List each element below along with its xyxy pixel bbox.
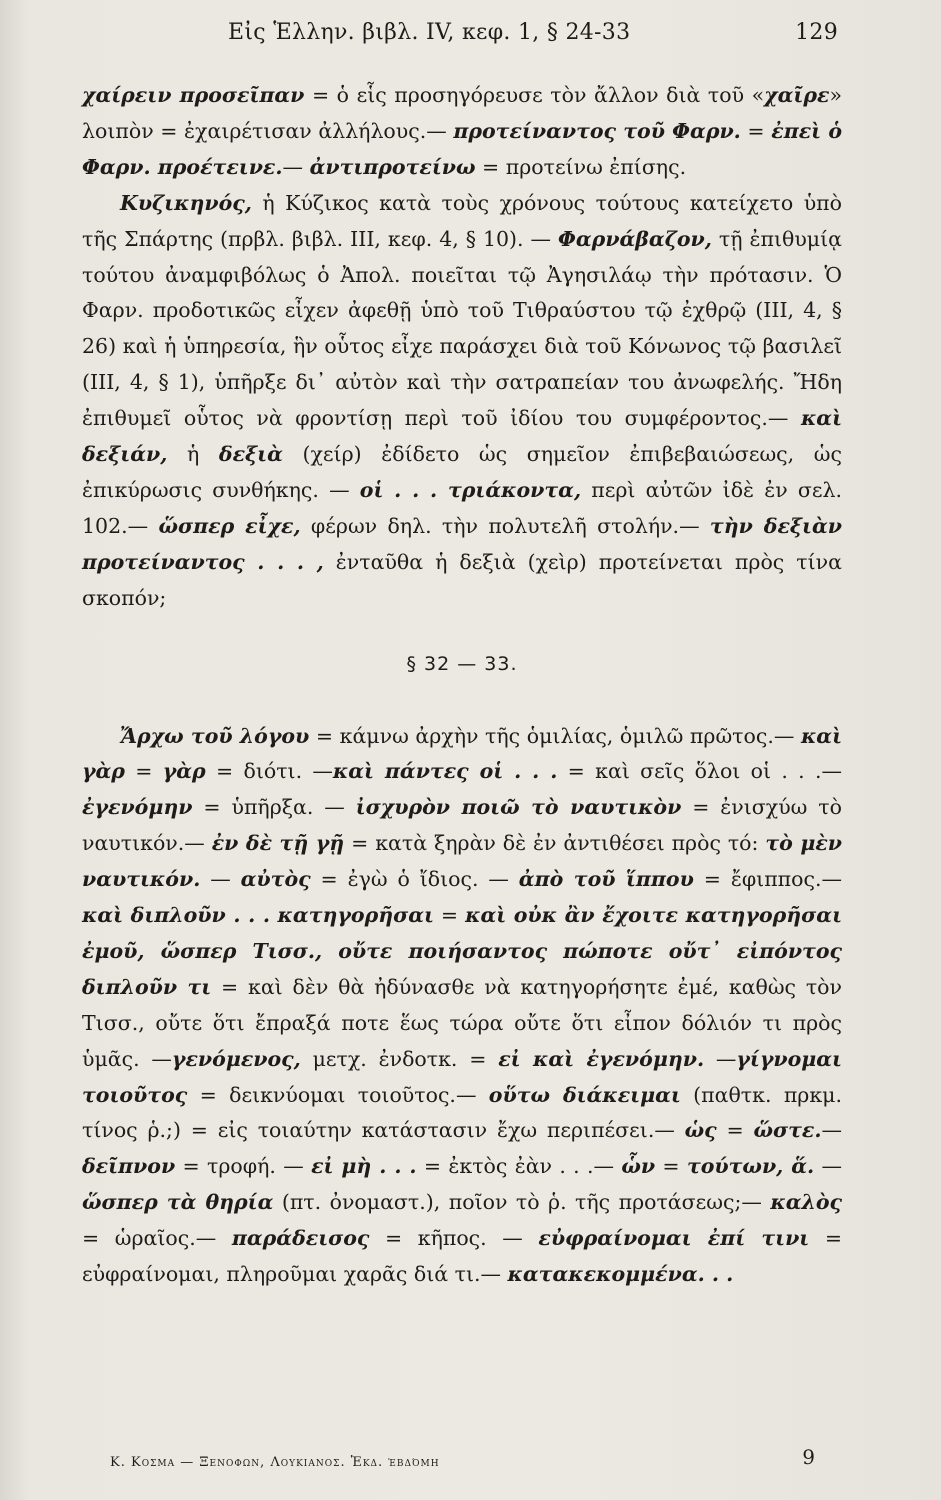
gloss: (παθτκ. πρκμ. τίνος ῥ.;) = εἰς τοιαύτην κατάστασιν ἔχω περιπέσει.— [82,1082,842,1143]
lemma: ὥστε. [753,1118,822,1143]
lemma: ὥσπερ τὰ θηρία [82,1190,274,1215]
gloss: = καὶ σεῖς ὅλοι οἱ . . .— [557,759,842,784]
lemma: ἀπὸ τοῦ ἵππου [518,867,694,892]
lemma: γίγνομαι τοιοῦτος [82,1046,842,1107]
gloss: = ὁ εἷς προσηγόρευσε τὸν ἄλλον διὰ τοῦ « [304,83,765,107]
gloss: (χείρ) ἐδίδετο ὡς σημεῖον ἐπιβεβαιώσεως, ὡς ἐπικύρωσις συνθήκης. — [82,442,842,502]
gloss: = [655,1154,687,1179]
gloss: = δεικνύομαι τοιοῦτος.— [187,1082,489,1107]
gloss: = ἐνισχύω τὸ ναυτικόν.— [82,795,842,856]
lemma: δεῖπνον [82,1154,176,1179]
gloss: ἡ [167,442,219,467]
gloss: = ὑπῆρξα. — [192,795,356,820]
lemma: Ἄρχω τοῦ λόγου [120,723,310,748]
lemma: εἰ μὴ . . . [311,1154,417,1179]
gloss: — [282,154,310,179]
lemma: ὧν [621,1154,656,1179]
running-title: Εἰς Ἑλλην. βιβλ. IV, κεφ. 1, § 24-33 [228,20,631,45]
signature-number: 9 [802,1445,816,1469]
gloss: — [814,1154,842,1179]
lemma: ὥσπερ εἶχε, [158,513,301,538]
lemma: ἰσχυρὸν ποιῶ τὸ ναυτικὸν [355,795,682,820]
lemma: εἰ καὶ ἐγενόμην. [498,1046,705,1071]
gloss: = ὡραῖος.— [82,1226,232,1251]
lemma: γενόμενος, [171,1046,301,1071]
printer-signature: Κ. Κοσμα — Ξενοφων, Λουκιανος. Ἐκδ. ἑβδόμη [110,1455,440,1470]
gloss: φέρων δηλ. τὴν πολυτελῆ στολήν.— [300,513,710,538]
gloss: » λοιπὸν = ἐχαιρέτισαν ἀλλήλους.— [82,83,842,143]
lemma: τὴν δεξιὰν προτείναντος . . . , [82,513,842,574]
lemma: αὐτὸς [240,867,311,892]
gloss: = [433,903,466,928]
lemma: Κυζικηνός, [120,190,252,215]
lemma: ἐπεὶ ὁ Φαρν. προέτεινε. [82,118,842,179]
lemma: κατακεκομμένα. . . [507,1262,734,1287]
lemma: ἐν δὲ τῇ γῇ [211,831,345,856]
lemma: ἀντιπροτείνω [309,154,476,179]
gloss: = προτείνω ἐπίσης. [475,154,687,179]
paragraph [82,186,842,617]
lemma: οἱ . . . τριάκοντα, [359,477,582,502]
gloss: — [704,1046,737,1071]
gloss: = ἔφιππος.— [693,867,842,892]
lemma: ἐγενόμην [82,795,193,820]
lemma: χαῖρε [764,83,830,107]
gloss: ἡ Κύζικος κατὰ τοὺς χρόνους τούτους κατείχετο ὑπὸ τῆς Σπάρτης (πρβλ. βιβλ. III, κεφ. 4, § 10). — [82,190,842,251]
gloss: = [740,118,772,143]
lemma: καὶ δεξιάν, [82,406,842,467]
gloss: = κατὰ ξηρὰν δὲ ἐν ἀντιθέσει πρὸς τό: [344,831,766,856]
gloss: = εὐφραίνομαι, πληροῦμαι χαρᾶς διά τι.— [82,1226,842,1287]
lemma: οὕτω διάκειμαι [488,1082,681,1107]
lemma: καὶ οὐκ ἂν ἔχοιτε κατηγορῆσαι ἐμοῦ, ὥσπερ Τισσ., οὔτε ποιήσαντος πώποτε οὔτ᾽ εἰπόντος διπλοῦν τι [82,903,842,999]
lemma: καὶ πάντες οἱ . . . [332,759,558,784]
gloss: μετχ. ἐνδοτκ. = [300,1046,499,1071]
lemma: παράδεισος [231,1226,370,1251]
lemma: ὡς [684,1118,717,1143]
running-head [228,20,838,56]
gloss: — [200,867,241,892]
gloss: = κάμνω ἀρχὴν τῆς ὁμιλίας, ὁμιλῶ πρῶτος.— [309,723,801,748]
gloss: = ἐγὼ ὁ ἴδιος. — [310,867,519,892]
page-footer [110,1445,816,1477]
lemma: γὰρ [162,759,206,784]
lemma: καλὸς [770,1190,843,1215]
paragraph [82,78,842,186]
lemma: καὶ γὰρ [82,723,842,784]
gloss: ἐνταῦθα ἡ δεξιὰ (χεὶρ) προτείνεται πρὸς τίνα σκοπόν; [82,549,842,610]
gloss: — [821,1118,843,1143]
lemma: εὐφραίνομαι ἐπί τινι [538,1226,810,1251]
gloss: περὶ αὐτῶν ἰδὲ ἐν σελ. 102.— [82,477,842,538]
gloss: τῇ ἐπιθυμίᾳ τούτου ἀναμφιβόλως ὁ Ἀπολ. ποιεῖται τῷ Ἀγησιλάῳ τὴν πρότασιν. Ὁ Φαρν. προδοτικῶς εἶχεν ἀφεθῇ ὑπὸ τοῦ Τιθραύστου τῷ ἐχθρῷ (III, 4, § 26) καὶ ἡ ὑπηρεσία, ἣν οὗτος εἶχε παράσχει διὰ τοῦ Κόνωνος τῷ βασιλεῖ (III, 4, § 1), ὑπῆρξε δι᾽ αὐτὸν καὶ τὴν σατραπείαν του ἀνωφελής. Ἤδη ἐπιθυμεῖ οὗτος νὰ φροντίσῃ περὶ τοῦ ἰδίου του συμφέροντος.— [82,226,842,431]
page-number: 129 [795,20,838,45]
gloss: (πτ. ὀνομαστ.), ποῖον τὸ ῥ. τῆς προτάσεως;— [273,1190,771,1215]
lemma: τούτων, ἅ. [686,1154,815,1179]
lemma: τὸ μὲν ναυτικόν. [82,831,843,892]
section-heading: § 32 — 33. [406,652,518,675]
gloss: = [124,759,163,784]
gloss: = καὶ δὲν θὰ ἠδύνασθε νὰ κατηγορήσητε ἐμέ, καθὼς τὸν Τισσ., οὔτε ὅτι ἔπραξά ποτε ἕως τώρα οὔτε ὅτι εἶπον δόλιόν τι πρὸς ὑμᾶς. — [82,974,842,1071]
commentary-text [82,78,842,1293]
gloss: = διότι. — [205,759,333,784]
paragraph [82,719,842,1294]
gloss: = ἐκτὸς ἐὰν . . .— [416,1154,622,1179]
lemma: Φαρνάβαζον, [558,226,712,251]
gloss: = τροφή. — [175,1154,312,1179]
lemma: προτείναντος τοῦ Φαρν. [453,118,741,143]
lemma: δεξιὰ [218,442,283,467]
gloss: = [716,1118,754,1143]
gloss: = κῆπος. — [369,1226,539,1251]
lemma: καὶ διπλοῦν . . . κατηγορῆσαι [82,903,434,928]
lemma: χαίρειν προσεῖπαν [82,83,305,107]
